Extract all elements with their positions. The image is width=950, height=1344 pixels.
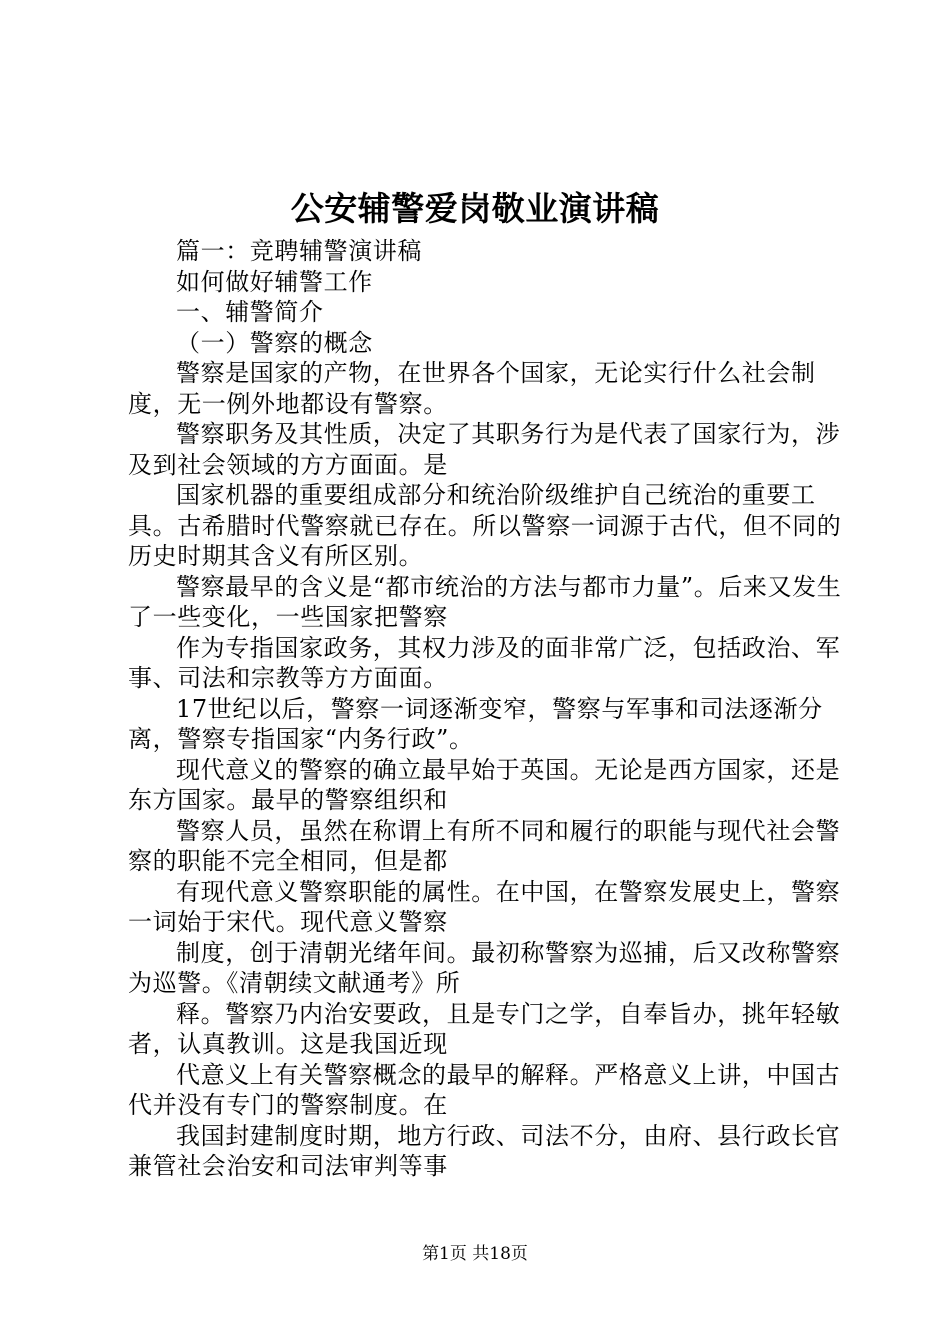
paragraph: 作为专指国家政务，其权力涉及的面非常广泛，包括政治、军事、司法和宗教等方方面面。 (128, 633, 841, 692)
paragraph: 篇一：竞聘辅警演讲稿 (176, 237, 422, 265)
paragraph: 国家机器的重要组成部分和统治阶级维护自己统治的重要工具。古希腊时代警察就已存在。所以警察一词源于古代，但不同的历史时期其含义有所区别。 (128, 481, 842, 570)
paragraph: 警察是国家的产物，在世界各个国家，无论实行什么社会制度，无一例外地都设有警察。 (128, 359, 816, 418)
paragraph: 17世纪以后，警察一词逐渐变窄，警察与军事和司法逐渐分离，警察专指国家“内务行政”。 (128, 694, 823, 753)
paragraph: 一、辅警简介 (176, 298, 324, 326)
page-number-footer: 第1页 共18页 (422, 1244, 528, 1264)
paragraph: 警察最早的含义是“都市统治的方法与都市力量”。后来又发生了一些变化，一些国家把警察 (128, 572, 842, 631)
paragraph: 有现代意义警察职能的属性。在中国，在警察发展史上，警察一词始于宋代。现代意义警察 (128, 877, 841, 936)
paragraph: 现代意义的警察的确立最早始于英国。无论是西方国家，还是东方国家。最早的警察组织和 (128, 755, 841, 814)
paragraph: （一）警察的概念 (176, 328, 373, 357)
paragraph: 我国封建制度时期，地方行政、司法不分，由府、县行政长官兼管社会治安和司法审判等事 (128, 1121, 841, 1180)
paragraph: 代意义上有关警察概念的最早的解释。严格意义上讲，中国古代并没有专门的警察制度。在 (128, 1060, 841, 1119)
paragraph: 释。警察乃内治安要政，且是专门之学，自奉旨办，挑年轻敏者，认真教训。这是我国近现 (128, 999, 841, 1058)
paragraph: 警察职务及其性质，决定了其职务行为是代表了国家行为，涉及到社会领域的方方面面。是 (128, 420, 841, 479)
document-title: 公安辅警爱岗敬业演讲稿 (290, 189, 660, 228)
document-body (128, 236, 843, 1182)
paragraph: 制度，创于清朝光绪年间。最初称警察为巡捕，后又改称警察为巡警。《清朝续文献通考》所 (128, 938, 841, 997)
paragraph: 警察人员，虽然在称谓上有所不同和履行的职能与现代社会警察的职能不完全相同，但是都 (128, 816, 841, 875)
paragraph: 如何做好辅警工作 (176, 267, 373, 296)
